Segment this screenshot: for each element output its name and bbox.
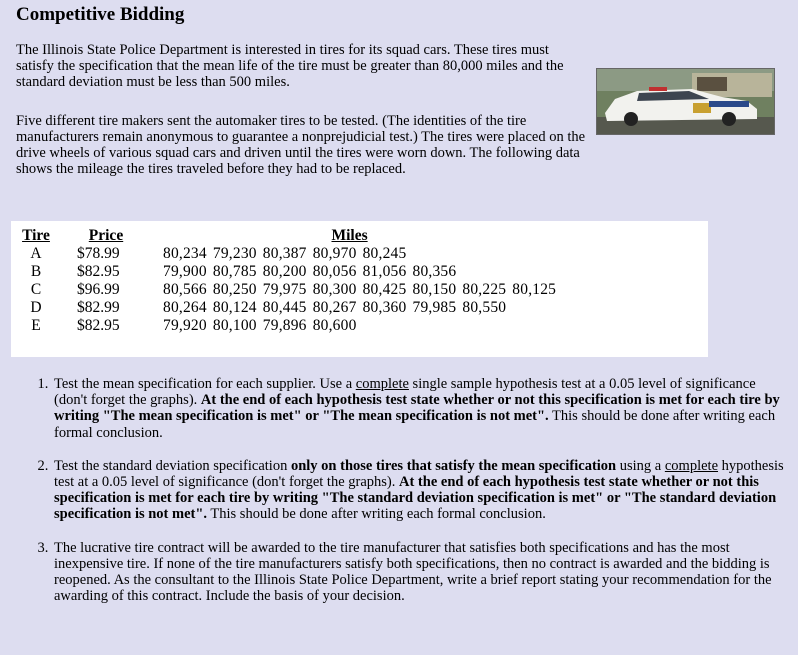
price-cell: $78.99 — [77, 245, 120, 262]
bold-instruction: At the end of each hypothesis test state whether or not this specification is met for each tire by writing "The mean specification is met" or "The mean specification is not met". — [54, 392, 780, 425]
mileage-table — [17, 227, 560, 335]
page-title: Competitive Bidding — [16, 4, 185, 25]
mileage-table-container — [11, 221, 708, 357]
table-row — [17, 281, 560, 299]
miles-cell: 80,264 80,124 80,445 80,267 80,360 79,985 80,550 — [163, 299, 507, 316]
miles-cell: 80,566 80,250 79,975 80,300 80,425 80,150 80,225 80,125 — [163, 281, 557, 298]
tire-cell: D — [30, 299, 42, 316]
tire-column-header: Tire — [22, 227, 50, 244]
questions-list — [22, 376, 792, 621]
bold-instruction: At the end of each hypothesis test state whether or not this specification is met for each tire by writing "The standard deviation specification is met" or "The standard deviation specification is not met". — [54, 474, 777, 523]
complete-emphasis: complete — [664, 457, 719, 474]
miles-cell: 80,234 79,230 80,387 80,970 80,245 — [163, 245, 407, 262]
table-header-row — [17, 227, 560, 245]
tire-cell: B — [30, 263, 42, 280]
table-row — [17, 317, 560, 335]
question-3: 3. The lucrative tire contract will be awarded to the tire manufacturer that satisfies both specifications and has the most inexpensive tire. If none of the tire manufacturers satisfy both specifications, then no contract is awarded and the bidding is reopened. As the consultant to the Illinois State Police Department, write a brief report stating your recommendation for the awarding of this contract. Include the basis of your decision. — [52, 540, 792, 605]
table-row — [17, 299, 560, 317]
miles-cell: 79,900 80,785 80,200 80,056 81,056 80,356 — [163, 263, 457, 280]
test-description-paragraph: Five different tire makers sent the automaker tires to be tested. (The identities of the tire manufacturers remain anonymous to guarantee a nonprejudicial test.) The tires were placed on the drive wheels of various squad cars and driven until the tires were worn down. The following data shows the mileage the tires traveled before they had to be replaced. — [16, 113, 586, 177]
bold-qualifier: only on those tires that satisfy the mean specification — [290, 457, 617, 474]
intro-paragraph: The Illinois State Police Department is interested in tires for its squad cars. These tires must satisfy the specification that the mean life of the tire must be greater than 80,000 miles and the standard deviation must be less than 500 miles. — [16, 42, 564, 90]
miles-column-header: Miles — [331, 227, 368, 244]
price-cell: $82.95 — [77, 317, 120, 334]
price-cell: $96.99 — [77, 281, 120, 298]
question-2: 2. Test the standard deviation specification only on those tires that satisfy the mean specification using a complete hypothesis test at a 0.05 level of significance (don't forget the graphs). At the end of each hypothesis test state whether or not this specification is met for each tire by writing "The standard deviation specification is met" or "The standard deviation specification is not met". This should be done after writing each formal conclusion. — [52, 458, 792, 523]
complete-emphasis: complete — [355, 376, 409, 392]
price-cell: $82.99 — [77, 299, 120, 316]
squad-car-image — [597, 69, 774, 134]
table-row — [17, 263, 560, 281]
question-1: 1. Test the mean specification for each supplier. Use a complete single sample hypothesis test at a 0.05 level of significance (don't forget the graphs). At the end of each hypothesis test state whether or not this specification is met for each tire by writing "The mean specification is met" or "The mean specification is not met". This should be done after writing each formal conclusion. — [52, 376, 792, 441]
table-row — [17, 245, 560, 263]
price-column-header: Price — [88, 227, 124, 244]
tire-cell: C — [30, 281, 42, 298]
tire-cell: E — [31, 317, 41, 334]
squad-car-photo — [596, 68, 775, 135]
price-cell: $82.95 — [77, 263, 120, 280]
miles-cell: 79,920 80,100 79,896 80,600 — [163, 317, 357, 334]
tire-cell: A — [30, 245, 42, 262]
